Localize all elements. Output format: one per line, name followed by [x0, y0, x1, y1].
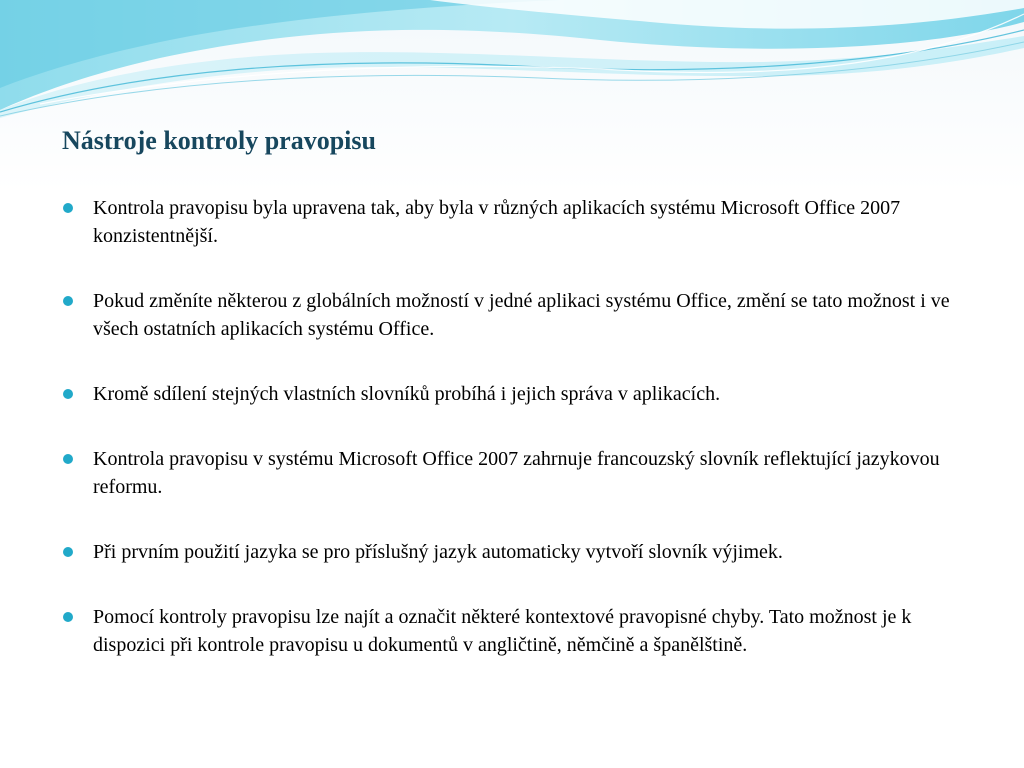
bullet-item — [62, 603, 967, 659]
header-wave-decoration — [0, 0, 1024, 130]
bullet-item — [62, 194, 967, 250]
bullet-item — [62, 445, 967, 501]
bullet-text: Pokud změníte některou z globálních možností v jedné aplikaci systému Office, změní se tato možnost i ve všech ostatních aplikacích systému Office. — [93, 290, 950, 340]
bullet-text: Kontrola pravopisu byla upravena tak, aby byla v různých aplikacích systému Microsoft Office 2007 konzistentnější. — [93, 197, 901, 247]
bullet-list — [62, 194, 967, 659]
bullet-item — [62, 538, 967, 566]
bullet-text: Kontrola pravopisu v systému Microsoft Office 2007 zahrnuje francouzský slovník reflektující jazykovou reformu. — [93, 448, 940, 498]
bullet-item — [62, 287, 967, 343]
bullet-dot-icon — [63, 612, 73, 622]
bullet-text: Při prvním použití jazyka se pro příslušný jazyk automaticky vytvoří slovník výjimek. — [93, 541, 783, 563]
bullet-dot-icon — [63, 296, 73, 306]
bullet-text: Kromě sdílení stejných vlastních slovníků probíhá i jejich správa v aplikacích. — [93, 383, 721, 405]
bullet-dot-icon — [63, 454, 73, 464]
bullet-text: Pomocí kontroly pravopisu lze najít a označit některé kontextové pravopisné chyby. Tato možnost je k dispozici při kontrole pravopisu u dokumentů v angličtině, němčině a španělštině. — [93, 606, 912, 656]
slide-title: Nástroje kontroly pravopisu — [62, 126, 376, 155]
bullet-dot-icon — [63, 389, 73, 399]
bullet-item — [62, 380, 967, 408]
bullet-dot-icon — [63, 203, 73, 213]
bullet-dot-icon — [63, 547, 73, 557]
